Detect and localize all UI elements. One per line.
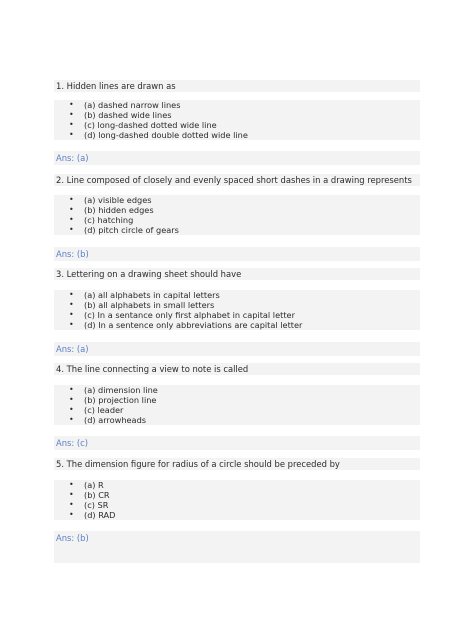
option-3d: • (d) In a sentence only abbreviations are capital letter xyxy=(69,320,303,330)
bullet-icon: • xyxy=(69,290,74,299)
bullet-icon: • xyxy=(69,100,74,109)
bullet-icon: • xyxy=(69,195,74,204)
options-1 xyxy=(54,100,420,140)
bullet-icon: • xyxy=(69,510,74,519)
option-1c: • (c) long-dashed dotted wide line xyxy=(69,120,217,130)
options-4 xyxy=(54,385,420,425)
option-4b: • (b) projection line xyxy=(69,395,157,405)
bullet-icon: • xyxy=(69,320,74,329)
question-2: 2. Line composed of closely and evenly spaced short dashes in a drawing represents xyxy=(54,174,420,186)
bullet-icon: • xyxy=(69,205,74,214)
option-5b: • (b) CR xyxy=(69,490,110,500)
bullet-icon: • xyxy=(69,480,74,489)
question-4: 4. The line connecting a view to note is called xyxy=(54,363,420,375)
options-5 xyxy=(54,480,420,520)
bullet-icon: • xyxy=(69,300,74,309)
option-5d: • (d) RAD xyxy=(69,510,116,520)
option-4c: • (c) leader xyxy=(69,405,124,415)
option-1a: • (a) dashed narrow lines xyxy=(69,100,181,110)
bullet-icon: • xyxy=(69,130,74,139)
option-1b: • (b) dashed wide lines xyxy=(69,110,172,120)
option-2a: • (a) visible edges xyxy=(69,195,152,205)
question-3: 3. Lettering on a drawing sheet should have xyxy=(54,268,420,280)
answer-2: Ans: (b) xyxy=(54,247,420,261)
bullet-icon: • xyxy=(69,500,74,509)
bullet-icon: • xyxy=(69,395,74,404)
option-3c: • (c) In a sentance only first alphabet in capital letter xyxy=(69,310,295,320)
option-5a: • (a) R xyxy=(69,480,104,490)
bullet-icon: • xyxy=(69,405,74,414)
bullet-icon: • xyxy=(69,120,74,129)
answer-5: Ans: (b) xyxy=(54,531,420,563)
option-3b: • (b) all alphabets in small letters xyxy=(69,300,215,310)
option-2d: • (d) pitch circle of gears xyxy=(69,225,179,235)
bullet-icon: • xyxy=(69,385,74,394)
option-3a: • (a) all alphabets in capital letters xyxy=(69,290,220,300)
option-4d: • (d) arrowheads xyxy=(69,415,147,425)
options-2 xyxy=(54,195,420,235)
answer-4: Ans: (c) xyxy=(54,436,420,450)
option-1d: • (d) long-dashed double dotted wide line xyxy=(69,130,248,140)
bullet-icon: • xyxy=(69,490,74,499)
option-4a: • (a) dimension line xyxy=(69,385,158,395)
answer-3: Ans: (a) xyxy=(54,342,420,356)
option-2c: • (c) hatching xyxy=(69,215,134,225)
options-3 xyxy=(54,290,420,330)
bullet-icon: • xyxy=(69,310,74,319)
option-5c: • (c) SR xyxy=(69,500,109,510)
question-5: 5. The dimension figure for radius of a circle should be preceded by xyxy=(54,458,420,470)
option-2b: • (b) hidden edges xyxy=(69,205,154,215)
question-1: 1. Hidden lines are drawn as xyxy=(54,80,420,92)
bullet-icon: • xyxy=(69,415,74,424)
bullet-icon: • xyxy=(69,215,74,224)
bullet-icon: • xyxy=(69,110,74,119)
answer-1: Ans: (a) xyxy=(54,151,420,165)
bullet-icon: • xyxy=(69,225,74,234)
